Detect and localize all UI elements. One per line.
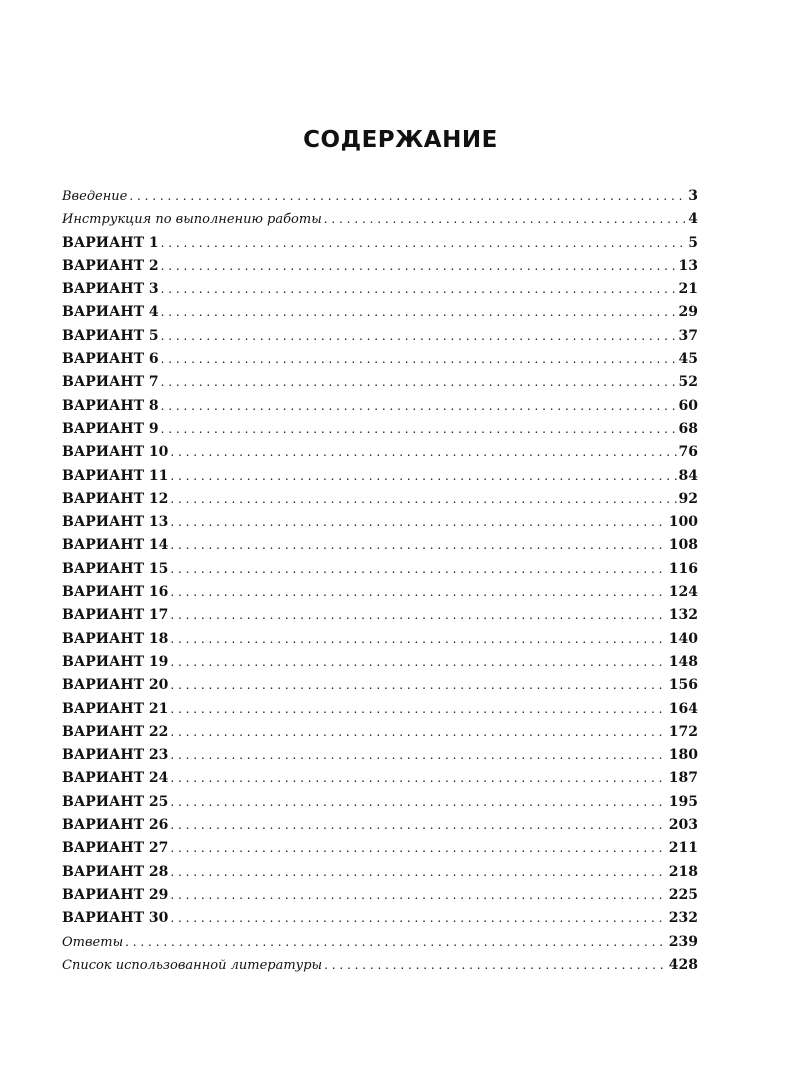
dot-leader bbox=[170, 791, 666, 814]
toc-entry bbox=[62, 185, 698, 208]
toc-entry-page-number: 172 bbox=[668, 723, 698, 740]
toc-entry bbox=[62, 628, 698, 651]
toc-entry-label: ВАРИАНТ 2 bbox=[62, 257, 159, 274]
toc-entry-label: ВАРИАНТ 21 bbox=[62, 700, 169, 717]
toc-entry-label: ВАРИАНТ 22 bbox=[62, 723, 169, 740]
toc-entry-label: ВАРИАНТ 17 bbox=[62, 607, 169, 624]
toc-entry bbox=[62, 907, 698, 930]
toc-entry-label: ВАРИАНТ 4 bbox=[62, 304, 159, 321]
dot-leader bbox=[170, 674, 666, 697]
toc-entry bbox=[62, 255, 698, 278]
dot-leader bbox=[129, 185, 686, 208]
page-title: СОДЕРЖАНИЕ bbox=[303, 127, 498, 154]
toc-entry-page-number: 92 bbox=[678, 490, 698, 507]
toc-entry-page-number: 52 bbox=[678, 374, 698, 391]
dot-leader bbox=[170, 767, 666, 790]
dot-leader bbox=[170, 465, 676, 488]
dot-leader bbox=[161, 395, 677, 418]
dot-leader bbox=[170, 814, 666, 837]
toc-entry-page-number: 132 bbox=[668, 607, 698, 624]
toc-entry-label: ВАРИАНТ 28 bbox=[62, 863, 169, 880]
toc-entry bbox=[62, 767, 698, 790]
toc-entry-label: ВАРИАНТ 15 bbox=[62, 560, 169, 577]
toc-entry bbox=[62, 651, 698, 674]
dot-leader bbox=[170, 604, 666, 627]
toc-entry-label: ВАРИАНТ 1 bbox=[62, 234, 159, 251]
toc-entry-page-number: 76 bbox=[678, 444, 698, 461]
dot-leader bbox=[170, 907, 666, 930]
toc-entry-label: ВАРИАНТ 9 bbox=[62, 420, 159, 437]
toc-entry bbox=[62, 814, 698, 837]
table-of-contents bbox=[62, 185, 698, 977]
toc-entry bbox=[62, 488, 698, 511]
toc-entry-page-number: 218 bbox=[668, 863, 698, 880]
toc-entry-page-number: 13 bbox=[678, 257, 698, 274]
toc-entry-page-number: 187 bbox=[668, 770, 698, 787]
toc-entry-label: ВАРИАНТ 12 bbox=[62, 490, 169, 507]
toc-entry-page-number: 225 bbox=[668, 886, 698, 903]
toc-entry-page-number: 148 bbox=[668, 653, 698, 670]
toc-entry-page-number: 108 bbox=[668, 537, 698, 554]
dot-leader bbox=[161, 278, 677, 301]
toc-entry-label: ВАРИАНТ 7 bbox=[62, 374, 159, 391]
toc-entry bbox=[62, 301, 698, 324]
toc-entry bbox=[62, 861, 698, 884]
dot-leader bbox=[170, 628, 666, 651]
toc-entry-page-number: 116 bbox=[668, 560, 698, 577]
toc-entry bbox=[62, 325, 698, 348]
toc-entry-page-number: 164 bbox=[668, 700, 698, 717]
toc-entry-label: ВАРИАНТ 18 bbox=[62, 630, 169, 647]
toc-entry-page-number: 211 bbox=[668, 840, 698, 857]
toc-entry bbox=[62, 395, 698, 418]
dot-leader bbox=[170, 744, 666, 767]
toc-entry-label: ВАРИАНТ 14 bbox=[62, 537, 169, 554]
toc-entry-label: ВАРИАНТ 25 bbox=[62, 793, 169, 810]
toc-entry-page-number: 21 bbox=[678, 281, 698, 298]
toc-entry-page-number: 60 bbox=[678, 397, 698, 414]
dot-leader bbox=[324, 208, 686, 231]
toc-entry-label: ВАРИАНТ 5 bbox=[62, 327, 159, 344]
toc-entry-page-number: 156 bbox=[668, 677, 698, 694]
toc-entry bbox=[62, 931, 698, 954]
dot-leader bbox=[161, 418, 677, 441]
toc-entry bbox=[62, 581, 698, 604]
toc-entry bbox=[62, 791, 698, 814]
toc-entry bbox=[62, 511, 698, 534]
toc-entry-page-number: 428 bbox=[668, 956, 698, 973]
dot-leader bbox=[161, 232, 687, 255]
toc-entry-label: ВАРИАНТ 6 bbox=[62, 351, 159, 368]
toc-entry-label: Введение bbox=[62, 189, 128, 204]
toc-entry-label: ВАРИАНТ 10 bbox=[62, 444, 169, 461]
dot-leader bbox=[170, 441, 676, 464]
toc-entry-label: Список использованной литературы bbox=[62, 957, 323, 973]
toc-entry-label: ВАРИАНТ 16 bbox=[62, 584, 169, 601]
toc-entry-page-number: 140 bbox=[668, 630, 698, 647]
toc-entry bbox=[62, 418, 698, 441]
dot-leader bbox=[161, 255, 677, 278]
toc-entry bbox=[62, 348, 698, 371]
dot-leader bbox=[170, 651, 666, 674]
dot-leader bbox=[170, 698, 666, 721]
dot-leader bbox=[170, 837, 666, 860]
toc-entry-page-number: 4 bbox=[688, 211, 698, 228]
toc-entry bbox=[62, 954, 698, 977]
toc-entry-label: ВАРИАНТ 8 bbox=[62, 397, 159, 414]
toc-entry-page-number: 239 bbox=[668, 933, 698, 950]
dot-leader bbox=[170, 581, 666, 604]
toc-entry-label: ВАРИАНТ 13 bbox=[62, 514, 169, 531]
toc-entry bbox=[62, 465, 698, 488]
toc-entry-label: ВАРИАНТ 26 bbox=[62, 817, 169, 834]
toc-entry-page-number: 203 bbox=[668, 817, 698, 834]
toc-entry-label: ВАРИАНТ 11 bbox=[62, 467, 169, 484]
toc-entry bbox=[62, 558, 698, 581]
toc-entry bbox=[62, 441, 698, 464]
toc-entry bbox=[62, 721, 698, 744]
toc-entry bbox=[62, 604, 698, 627]
toc-entry bbox=[62, 278, 698, 301]
toc-entry-page-number: 45 bbox=[678, 351, 698, 368]
dot-leader bbox=[170, 488, 676, 511]
dot-leader bbox=[324, 954, 667, 977]
toc-entry-label: ВАРИАНТ 20 bbox=[62, 677, 169, 694]
toc-entry-label: ВАРИАНТ 19 bbox=[62, 653, 169, 670]
toc-entry-label: ВАРИАНТ 23 bbox=[62, 747, 169, 764]
toc-entry-page-number: 68 bbox=[678, 420, 698, 437]
toc-entry-label: Ответы bbox=[62, 934, 124, 950]
dot-leader bbox=[170, 861, 666, 884]
dot-leader bbox=[170, 884, 666, 907]
toc-entry bbox=[62, 837, 698, 860]
toc-entry-page-number: 124 bbox=[668, 584, 698, 601]
toc-entry-page-number: 232 bbox=[668, 910, 698, 927]
toc-entry-label: ВАРИАНТ 24 bbox=[62, 770, 169, 787]
toc-entry-page-number: 29 bbox=[678, 304, 698, 321]
dot-leader bbox=[170, 721, 666, 744]
dot-leader bbox=[125, 931, 667, 954]
toc-entry bbox=[62, 674, 698, 697]
toc-entry-page-number: 5 bbox=[688, 234, 698, 251]
toc-entry bbox=[62, 744, 698, 767]
toc-entry bbox=[62, 371, 698, 394]
toc-entry bbox=[62, 698, 698, 721]
toc-entry-label: ВАРИАНТ 30 bbox=[62, 910, 169, 927]
dot-leader bbox=[170, 558, 666, 581]
dot-leader bbox=[170, 534, 666, 557]
toc-entry-page-number: 180 bbox=[668, 747, 698, 764]
toc-entry bbox=[62, 534, 698, 557]
toc-entry-page-number: 3 bbox=[688, 188, 698, 204]
toc-entry-page-number: 100 bbox=[668, 514, 698, 531]
toc-entry-label: ВАРИАНТ 29 bbox=[62, 886, 169, 903]
toc-entry bbox=[62, 232, 698, 255]
dot-leader bbox=[161, 301, 677, 324]
toc-entry-page-number: 195 bbox=[668, 793, 698, 810]
dot-leader bbox=[161, 371, 677, 394]
toc-entry bbox=[62, 208, 698, 231]
dot-leader bbox=[170, 511, 666, 534]
toc-entry-label: ВАРИАНТ 27 bbox=[62, 840, 169, 857]
toc-entry-page-number: 37 bbox=[678, 327, 698, 344]
dot-leader bbox=[161, 348, 677, 371]
toc-entry-label: ВАРИАНТ 3 bbox=[62, 281, 159, 298]
dot-leader bbox=[161, 325, 677, 348]
toc-entry-label: Инструкция по выполнению работы bbox=[62, 212, 322, 228]
toc-entry-page-number: 84 bbox=[678, 467, 698, 484]
toc-entry bbox=[62, 884, 698, 907]
